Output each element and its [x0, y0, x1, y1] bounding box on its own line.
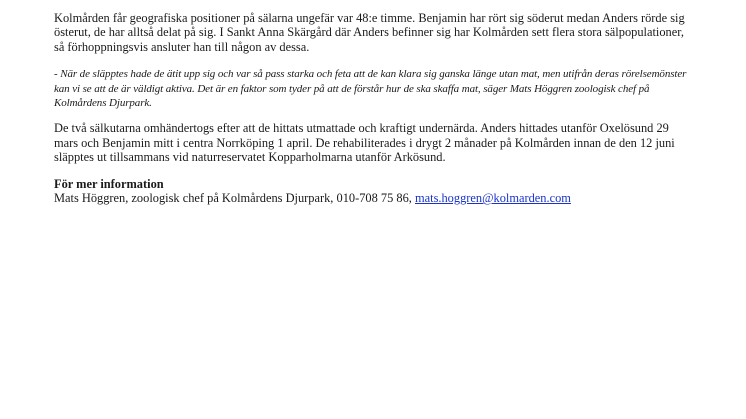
paragraph-seal-positions: Kolmården får geografiska positioner på sälarna ungefär var 48:e timme. Benjamin har rört sig söderut medan Anders rörde sig österut, de har alltså delat på sig. I Sankt Anna Skärgård där Anders befinner sig har Kolmården sett flera stora sälpopulationer, så förhoppningsvis ansluter han till någon av dessa. — [54, 11, 685, 54]
contact-heading: För mer information — [54, 176, 164, 191]
email-link[interactable]: mats.hoggren@kolmarden.com — [414, 191, 571, 206]
article-body — [54, 11, 694, 205]
contact-text: Mats Höggren, zoologisk chef på Kolmårdens Djurpark, 010-708 75 86, — [54, 191, 415, 206]
contact-line — [54, 191, 694, 205]
quote-paragraph: - När de släpptes hade de ätit upp sig och var så pass starka och feta att de kan klara sig ganska länge utan mat, men utifrån deras rörelsemönster kan vi se att de är väldigt aktiva. Det är en faktor som tyder på att de förstår hur de ska skaffa mat, säger Mats Höggren zoologisk chef på Kolmårdens Djurpark. — [54, 68, 687, 110]
paragraph-seal-background: De två sälkutarna omhändertogs efter att de hittats utmattade och kraftigt undernärda. Anders hittades utanför Oxelösund 29 mars och Benjamin mitt i centra Norrköping 1 april. De rehabiliterades i drygt 2 månader på Kolmården innan de den 12 juni släpptes ut tillsammans vid naturreservatet Kopparholmarna utanför Arkösund. — [54, 121, 675, 165]
